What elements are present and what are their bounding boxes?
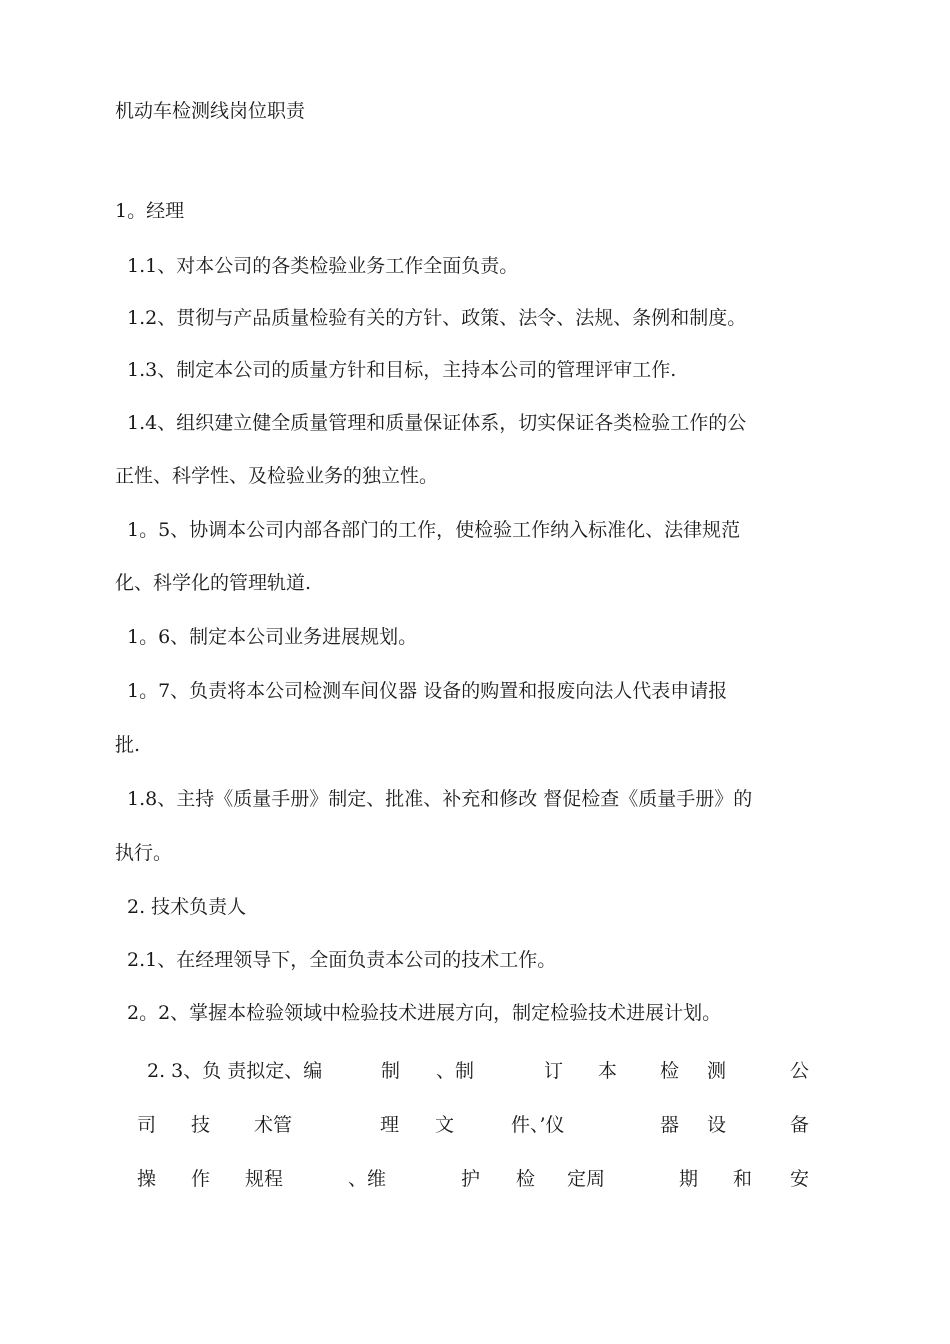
item-2-3-fragment: 器 bbox=[660, 1114, 680, 1136]
item-2-3-fragment: 2. 3、负 责拟定、编 bbox=[147, 1060, 323, 1082]
item-2-3-fragment: 、维 bbox=[348, 1168, 387, 1190]
item-2-3-fragment: 技 bbox=[191, 1114, 211, 1136]
item-2-3-fragment: 检 bbox=[516, 1168, 536, 1190]
item-2-3-fragment: 备 bbox=[790, 1114, 810, 1136]
item-1-8-line2: 执行。 bbox=[115, 842, 173, 864]
section-1-heading: 1。经理 bbox=[115, 200, 185, 222]
item-2-3-fragment: 测 bbox=[707, 1060, 727, 1082]
item-2-3-fragment: 订 bbox=[544, 1060, 564, 1082]
item-1-1: 1.1、对本公司的各类检验业务工作全面负责。 bbox=[127, 255, 519, 277]
item-1-7-line1: 1。7、负责将本公司检测车间仪器 设备的购置和报废向法人代表申请报 bbox=[127, 680, 728, 702]
item-1-7-line2: 批. bbox=[115, 734, 141, 756]
item-1-3: 1.3、制定本公司的质量方针和目标，主持本公司的管理评审工作. bbox=[127, 359, 677, 381]
item-2-3-fragment: 文 bbox=[435, 1114, 455, 1136]
item-1-4-line1: 1.4、组织建立健全质量管理和质量保证体系，切实保证各类检验工作的公 bbox=[127, 412, 747, 434]
item-2-3-fragment: 安 bbox=[790, 1168, 810, 1190]
item-2-3-fragment: 作 bbox=[191, 1168, 211, 1190]
item-1-4-line2: 正性、科学性、及检验业务的独立性。 bbox=[115, 465, 439, 487]
item-1-5-line2: 化、科学化的管理轨道. bbox=[115, 572, 312, 594]
item-2-3-fragment: 和 bbox=[733, 1168, 753, 1190]
item-2-3-fragment: 规程 bbox=[245, 1168, 284, 1190]
item-2-3-fragment: 司 bbox=[137, 1114, 157, 1136]
section-2-heading: 2. 技术负责人 bbox=[127, 896, 247, 918]
item-2-3-fragment: 设 bbox=[707, 1114, 727, 1136]
item-1-8-line1: 1.8、主持《质量手册》制定、批准、补充和修改 督促检查《质量手册》的 bbox=[127, 788, 753, 810]
item-2-3-fragment: 制 bbox=[381, 1060, 401, 1082]
item-1-5-line1: 1。5、协调本公司内部各部门的工作，使检验工作纳入标准化、法律规范 bbox=[127, 519, 741, 541]
item-2-3-fragment: 、制 bbox=[436, 1060, 475, 1082]
item-2-3-fragment: 理 bbox=[380, 1114, 400, 1136]
item-2-3-fragment: 期 bbox=[679, 1168, 699, 1190]
item-2-3-fragment: 护 bbox=[461, 1168, 481, 1190]
item-2-3-fragment: 术管 bbox=[254, 1114, 293, 1136]
item-1-2: 1.2、贯彻与产品质量检验有关的方针、政策、法令、法规、条例和制度。 bbox=[127, 307, 747, 329]
document-title: 机动车检测线岗位职责 bbox=[115, 100, 306, 122]
item-2-3-fragment: 件、’仪 bbox=[511, 1114, 565, 1136]
item-2-3-fragment: 本 bbox=[598, 1060, 618, 1082]
item-2-3-fragment: 公 bbox=[790, 1060, 810, 1082]
item-2-3-fragment: 定周 bbox=[567, 1168, 606, 1190]
item-2-3-fragment: 检 bbox=[660, 1060, 680, 1082]
item-1-6: 1。6、制定本公司业务进展规划。 bbox=[127, 626, 418, 648]
item-2-1: 2.1、在经理领导下，全面负责本公司的技术工作。 bbox=[127, 949, 557, 971]
item-2-2: 2。2、掌握本检验领域中检验技术进展方向，制定检验技术进展计划。 bbox=[127, 1002, 722, 1024]
item-2-3-fragment: 操 bbox=[137, 1168, 157, 1190]
